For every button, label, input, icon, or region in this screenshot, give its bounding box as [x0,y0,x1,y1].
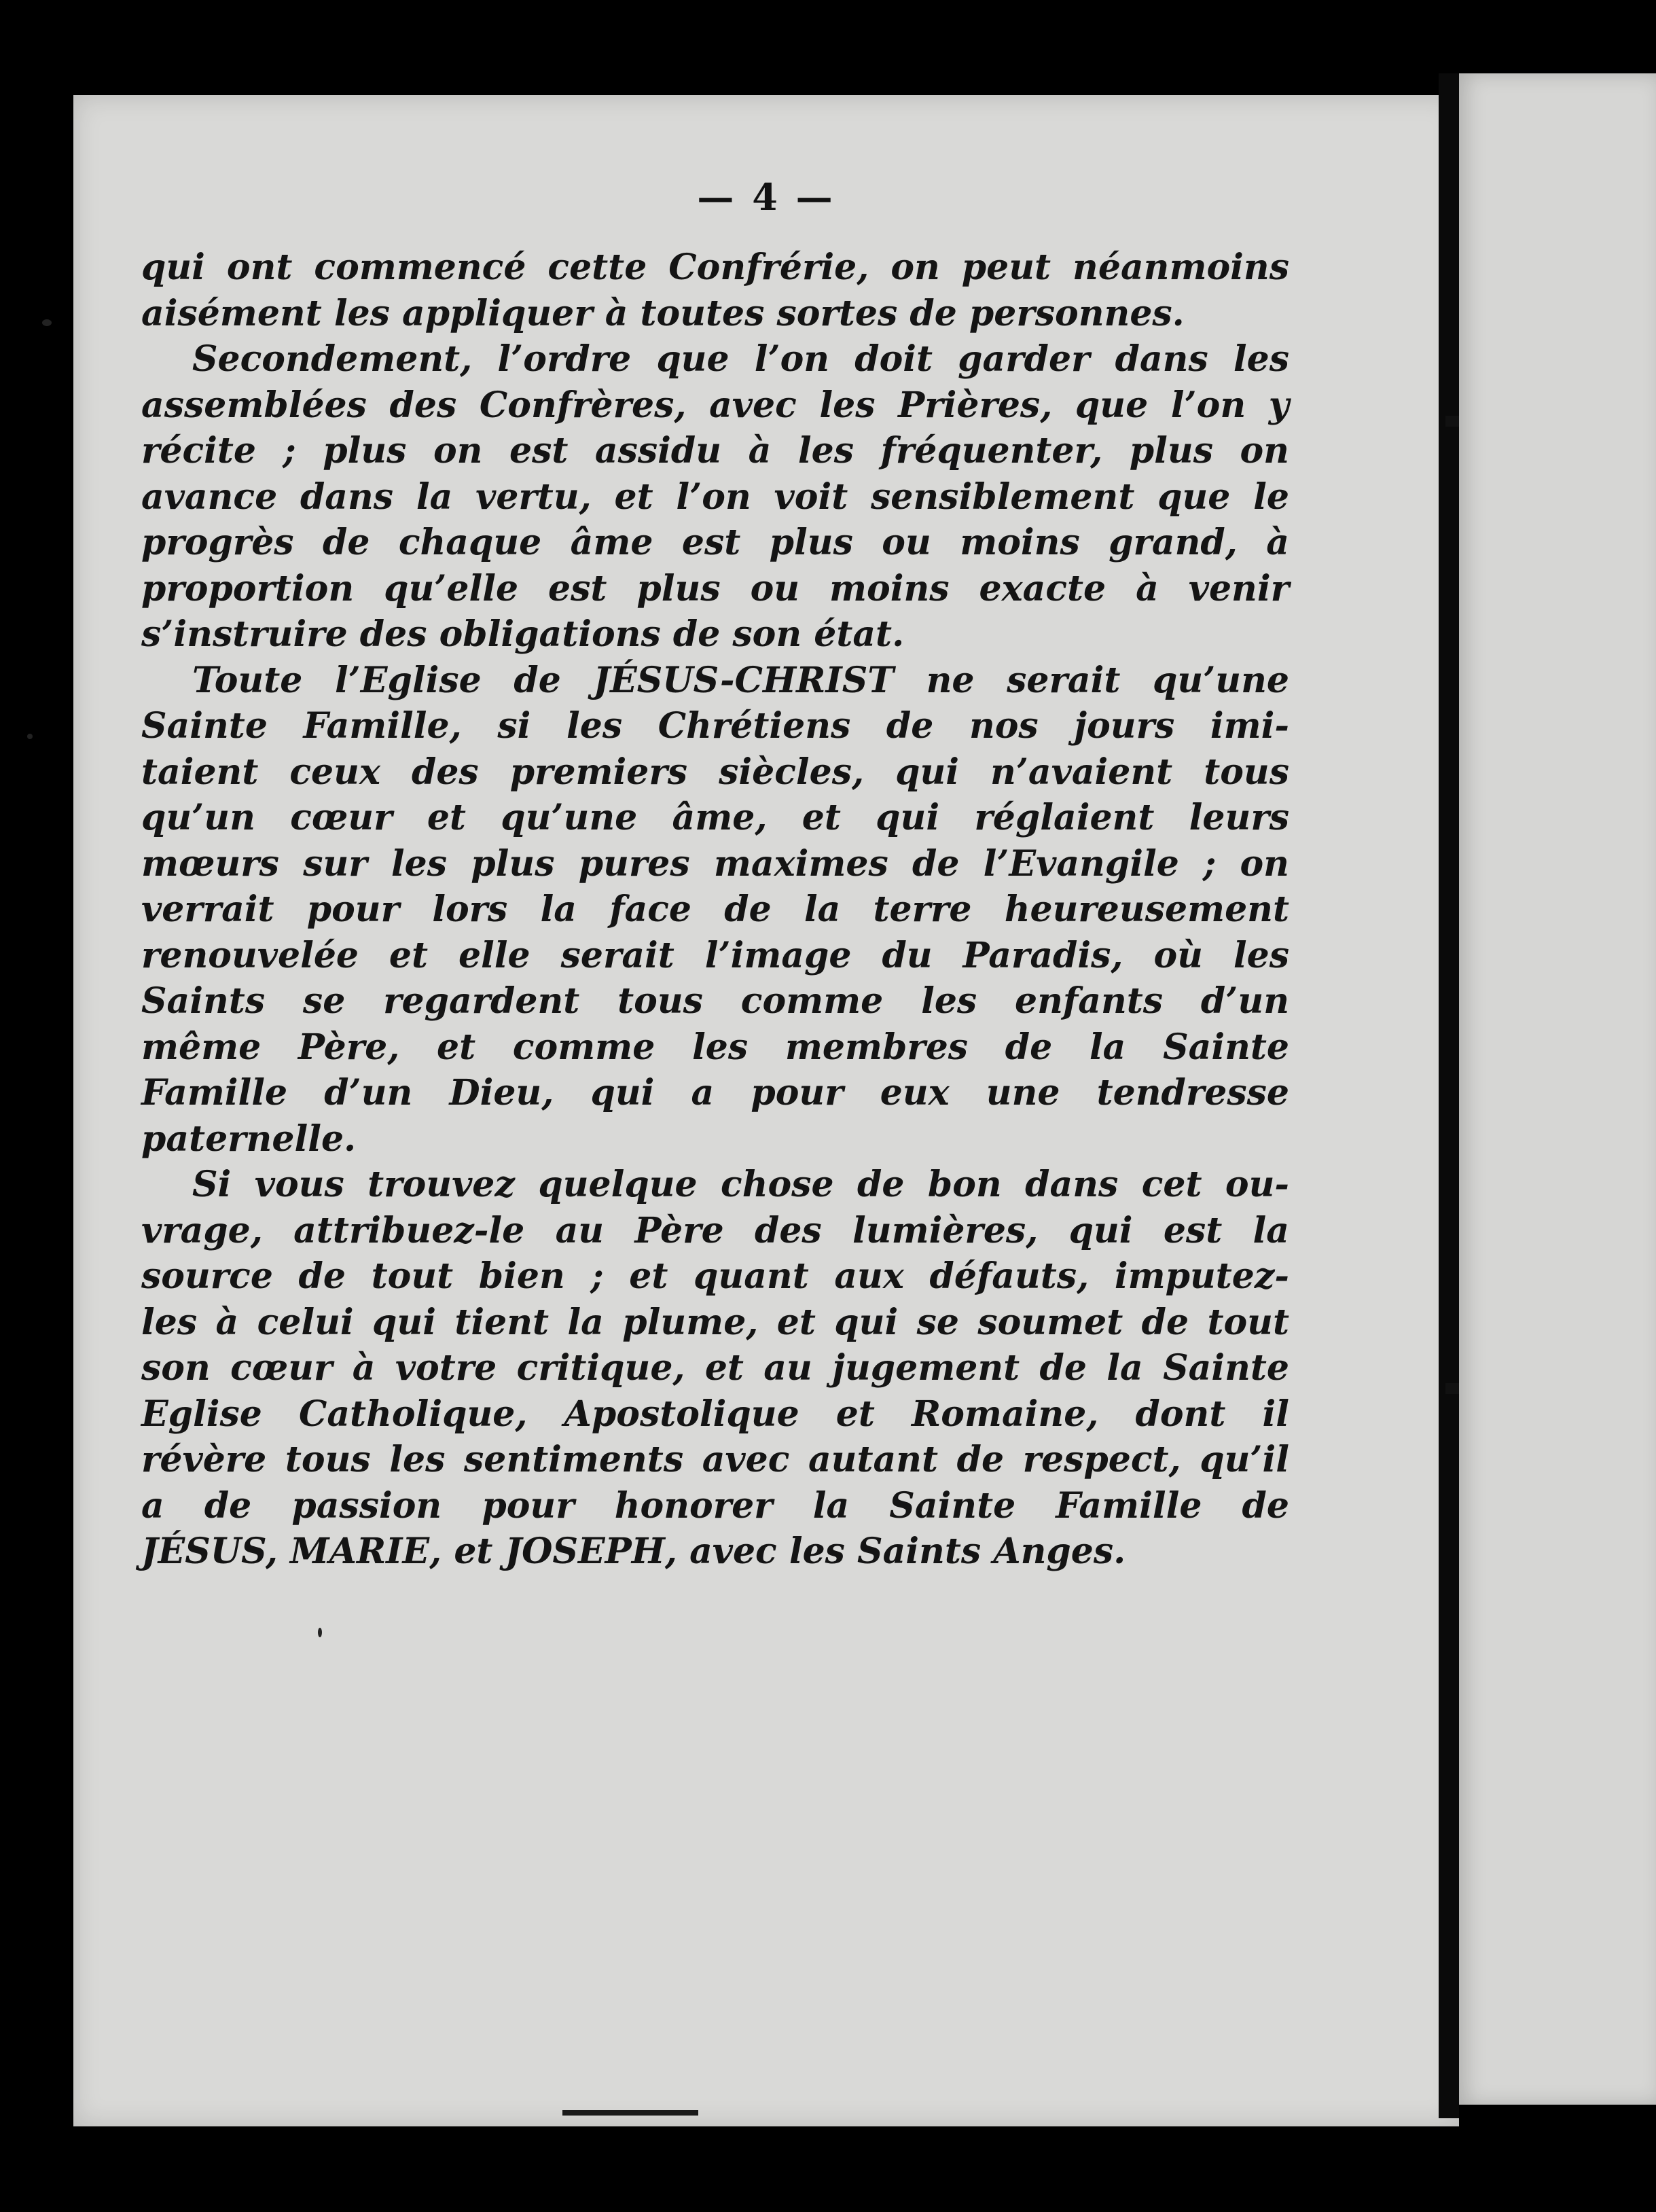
text-line: Saints se regardent tous comme les enfants d’un [141,980,1289,1022]
text-line: vrage, attribuez-le au Père des lumières, qui est la [141,1209,1289,1251]
text-line: Si vous trouvez quelque chose de bon dans cet ou- [192,1164,1289,1205]
text-line: Sainte Famille, si les Chrétiens de nos jours imi- [141,705,1289,747]
facing-page-edge [1459,73,1656,2105]
text-line: paternelle. [141,1118,357,1160]
text-line: verrait pour lors la face de la terre heureusement [141,889,1289,930]
text-line: source de tout bien ; et quant aux défauts, imputez- [141,1255,1289,1297]
text-line: JÉSUS, MARIE, et JOSEPH, avec les Saints Anges. [141,1531,1126,1572]
text-line: renouvelée et elle serait l’image du Paradis, où les [141,934,1289,976]
text-line: s’instruire des obligations de son état. [141,613,905,655]
body-text [141,245,1289,1575]
text-line: Toute l’Eglise de JÉSUS-CHRIST ne serait qu’une [192,659,1289,701]
page-number: — 4 — [697,175,835,219]
text-line: taient ceux des premiers siècles, qui n’avaient tous [141,751,1289,793]
text-line: avance dans la vertu, et l’on voit sensiblement que le [141,476,1289,518]
book-page [73,95,1459,2126]
text-line: aisément les appliquer à toutes sortes de personnes. [141,292,1185,334]
end-rule [562,2110,698,2116]
text-line: mœurs sur les plus pures maximes de l’Evangile ; on [141,842,1289,885]
text-line: les à celui qui tient la plume, et qui se soumet de tout [141,1301,1289,1343]
text-line: progrès de chaque âme est plus ou moins grand, à [141,522,1289,563]
text-line: même Père, et comme les membres de la Sainte [141,1026,1289,1068]
text-line: révère tous les sentiments avec autant de respect, qu’il [141,1439,1289,1480]
binding-gutter [1439,73,1459,2118]
text-line: son cœur à votre critique, et au jugement de la Sainte [141,1347,1289,1389]
text-line: récite ; plus on est assidu à les fréquenter, plus on [141,430,1289,471]
text-line: Secondement, l’ordre que l’on doit garder dans les [192,338,1289,380]
text-line: a de passion pour honorer la Sainte Famille de [141,1484,1289,1527]
text-line: proportion qu’elle est plus ou moins exacte à venir [141,567,1289,609]
text-line: assemblées des Confrères, avec les Prières, que l’on y [141,384,1289,426]
dust-speck [42,319,52,326]
text-line: qu’un cœur et qu’une âme, et qui réglaient leurs [141,797,1289,838]
text-line: qui ont commencé cette Confrérie, on peut néanmoins [141,247,1289,288]
dust-speck [318,1628,322,1637]
text-line: Eglise Catholique, Apostolique et Romaine, dont il [141,1393,1289,1435]
dust-speck [27,734,33,739]
text-line: Famille d’un Dieu, qui a pour eux une tendresse [141,1072,1289,1113]
